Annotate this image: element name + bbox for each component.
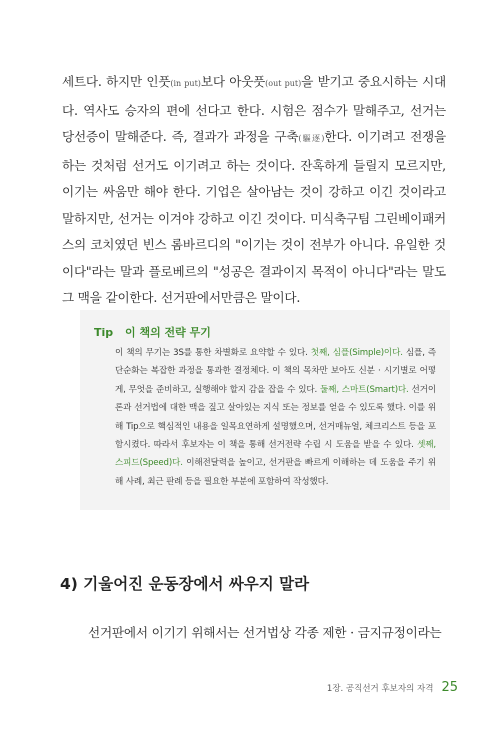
tip-text: 심플, 즉 단순화는 복잡한 과정을 통과한 결정체다. 이 책의 목차만 보아도 신분 · 시기별로 어떻게, 무엇을 준비하고, 실행해야 할지 감을 잡을 수 있다. xyxy=(115,348,437,395)
tip-highlight-simple: 첫째, 심플(Simple)이다. xyxy=(310,348,403,358)
tip-label: Tip xyxy=(94,326,114,339)
tip-heading xyxy=(94,324,436,340)
section-paragraph: 선거판에서 이기기 위해서는 선거법상 각종 제한 · 금지규정이라는 xyxy=(88,625,442,640)
tip-text: 이해전달력을 높이고, 선거판을 빠르게 이해하는 데 도움을 주기 위해 사례, 최근 판례 등을 필요한 부분에 포함하여 작성했다. xyxy=(115,458,436,487)
tip-text: 이 책의 무기는 3S를 통한 차별화로 요약할 수 있다. xyxy=(115,348,311,358)
body-text-segment: 세트다. 하지만 인풋 xyxy=(62,74,171,89)
tip-text: 선거이론과 선거법에 대한 맥을 짚고 살아있는 지식 또는 정보를 얻을 수 있도록 했다. 이를 위해 Tip으로 핵심적인 내용을 일목요연하게 설명했으며, 선거매뉴얼, 체크리스트 등을 포함시켰다. 따라서 후보자는 이 책을 통해 선거전략 수립 시 도움을 받을 수 있다. xyxy=(115,384,436,451)
body-text-segment: 한다. 이기려고 전쟁을 하는 것처럼 선거도 이기려고 하는 것이다. 잔혹하게 들릴지 모르지만, 이기는 싸움만 해야 한다. 기업은 살아남는 것이 강하고 이긴 것이라고 말하지만, 선거는 이겨야 강하고 이긴 것이다. 미식축구팀 그린베이패커스의 코치였던 빈스 롬바르디의 "이기는 것이 전부가 아니다. 유일한 것이다"라는 말과 플로베르의 "성공은 결과이지 목적이 아니다"라는 말도 그 맥을 같이한다. 선거판에서만큼은 말이다. xyxy=(62,129,446,305)
tip-body xyxy=(94,344,436,491)
body-paragraph xyxy=(62,69,446,312)
body-text-segment: 보다 아웃풋 xyxy=(200,74,266,89)
tip-highlight-smart: 둘째, 스마트(Smart)다. xyxy=(320,384,409,395)
page-footer xyxy=(327,680,458,695)
running-footer-chapter: 1장. 공직선거 후보자의 자격 xyxy=(326,684,434,694)
tip-title: 이 책의 전략 무기 xyxy=(125,326,211,339)
body-text-segment: 을 받기고 중요시하는 시대다. 역사도 승자의 편에 선다고 한다. 시험은 점수가 말해주고, 선거는 당선증이 말해준다. 즉, 결과가 과정을 구축 xyxy=(62,74,447,144)
tip-box xyxy=(80,310,450,510)
page-number: 25 xyxy=(441,680,458,695)
input-annotation: (in put) xyxy=(170,79,201,88)
output-annotation: (out put) xyxy=(265,79,302,88)
tip-highlight-speed: 셋째, 스피드(Speed)다. xyxy=(115,440,436,469)
hanja-annotation: (驅逐) xyxy=(298,134,325,143)
section-title: 4) 기울어진 운동장에서 싸우지 말라 xyxy=(60,575,310,593)
